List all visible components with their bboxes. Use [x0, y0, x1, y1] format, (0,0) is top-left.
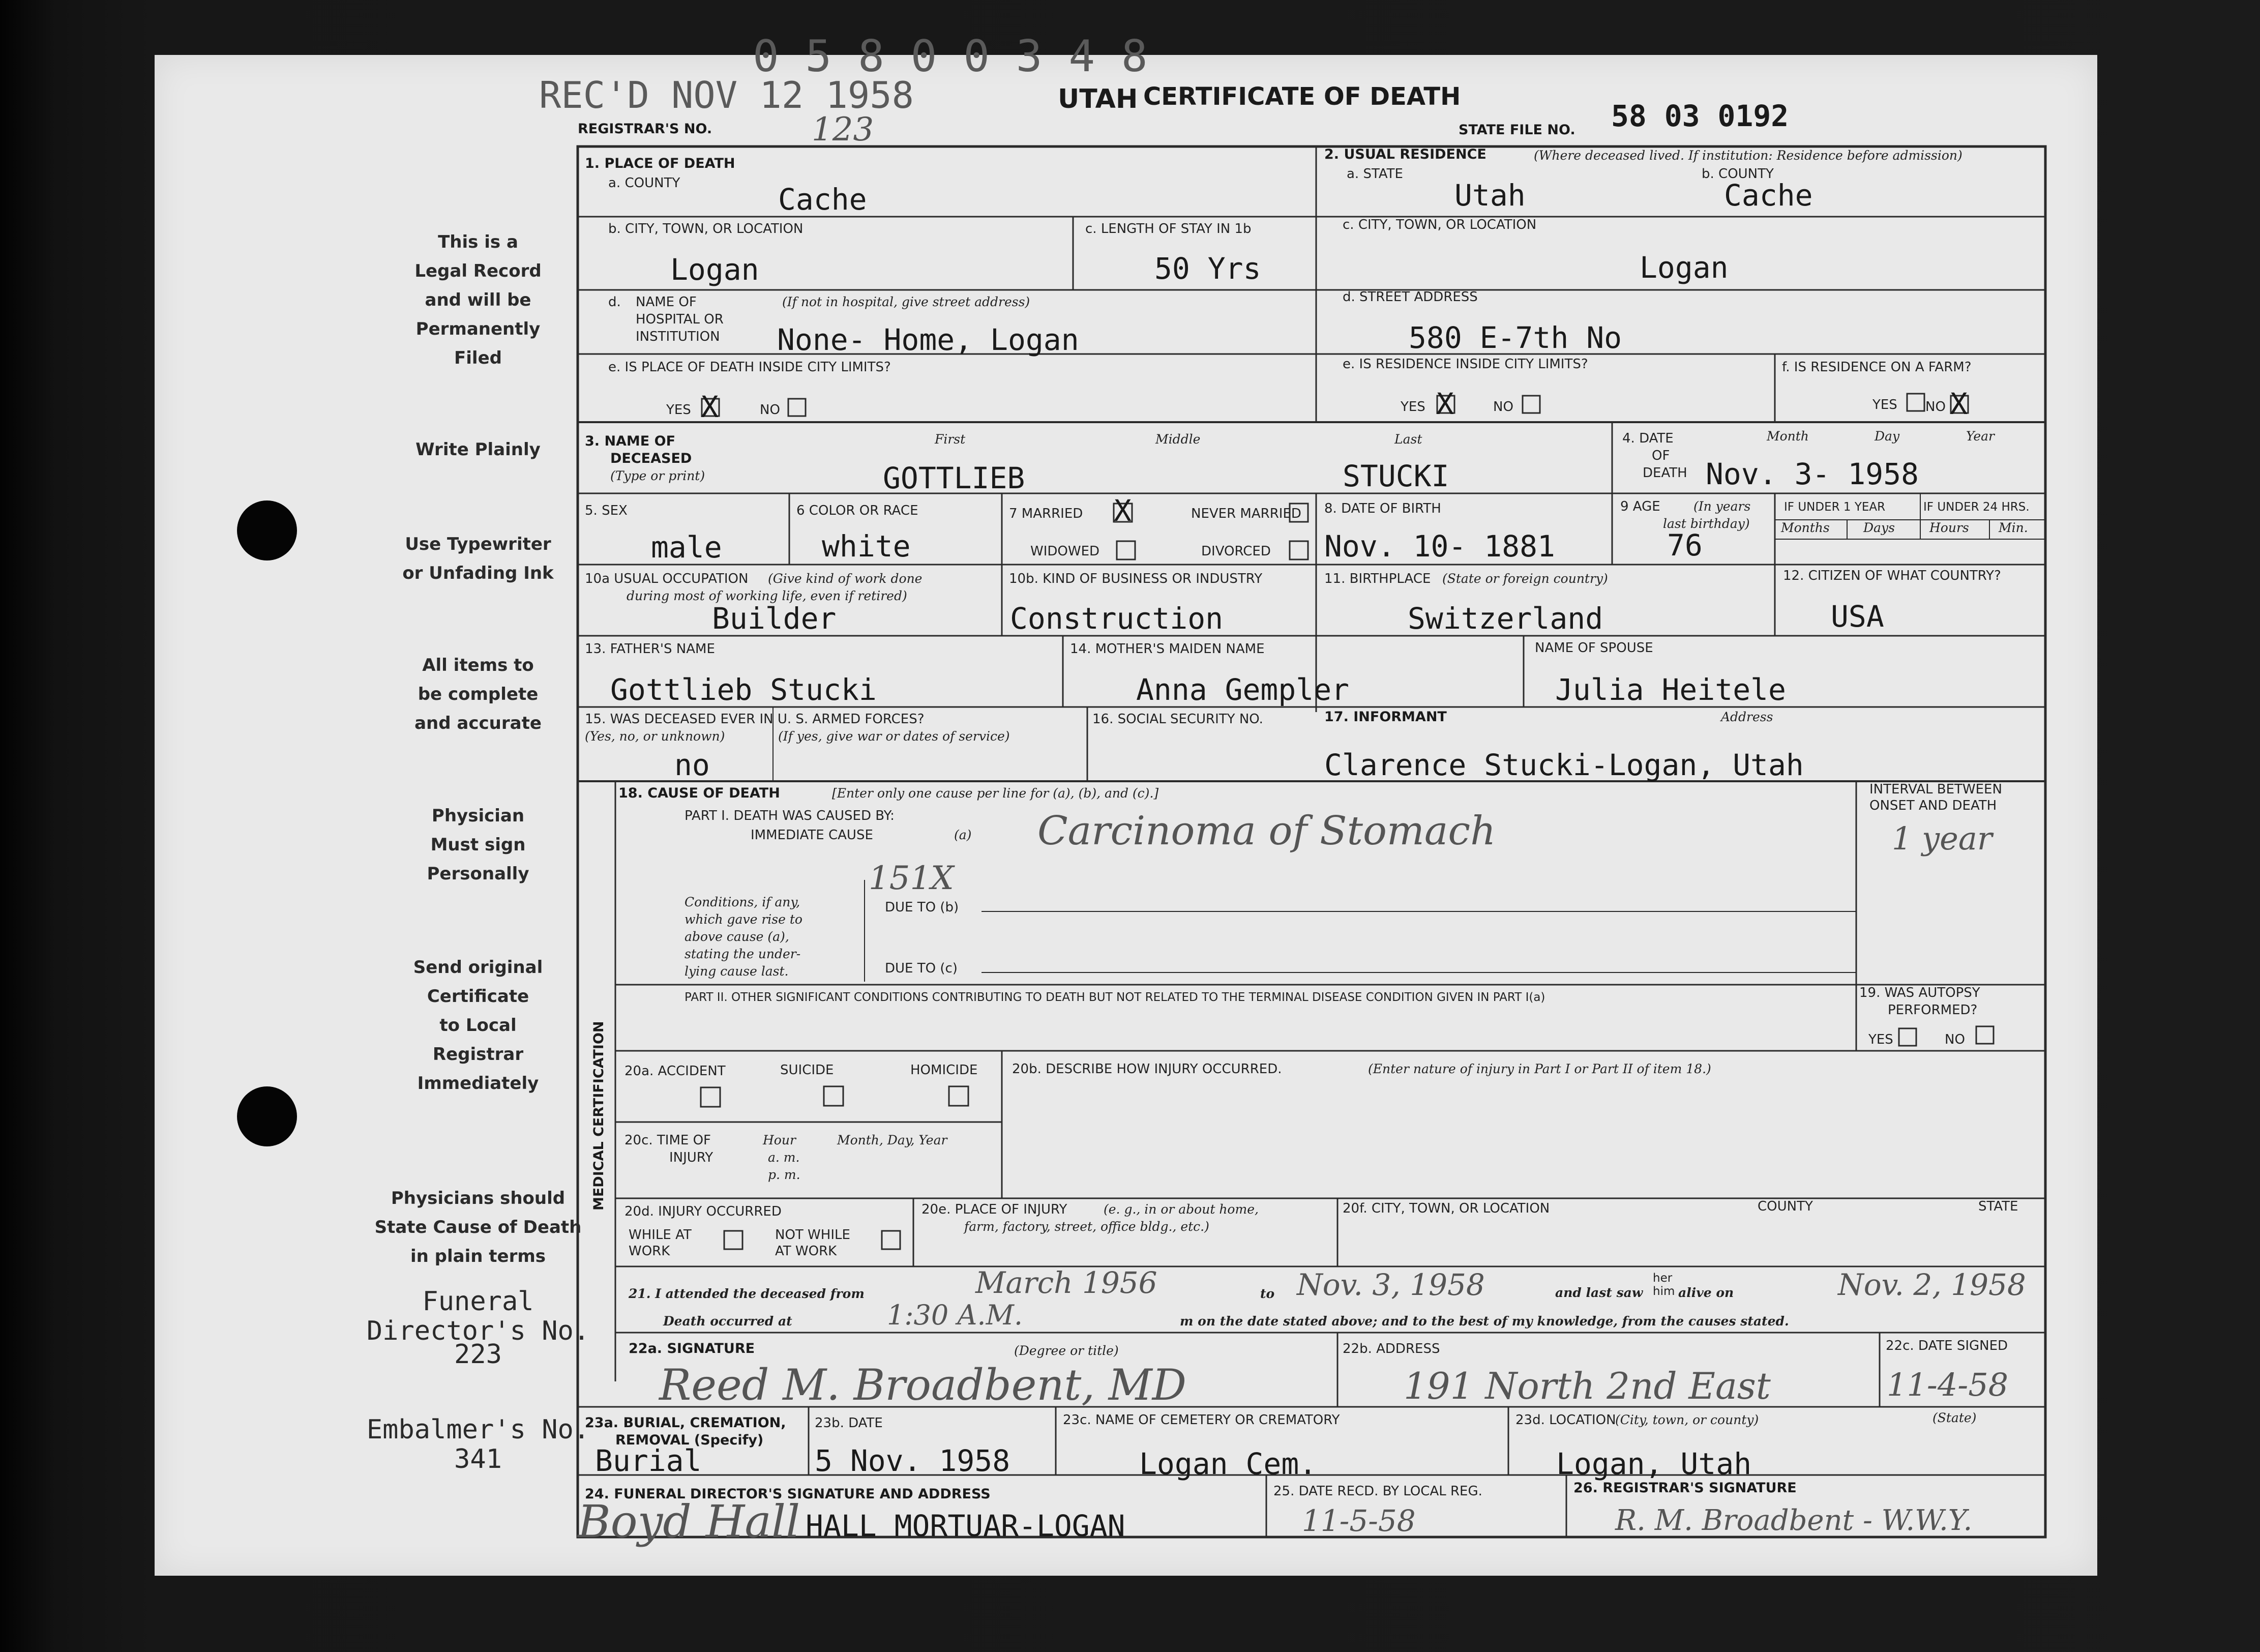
label-res-city: c. CITY, TOWN, OR LOCATION	[1343, 217, 1537, 232]
label-immediate: IMMEDIATE CAUSE	[751, 828, 873, 843]
label-at-work: AT WORK	[775, 1244, 837, 1259]
value-interval: 1 year	[1892, 820, 1993, 857]
label-hospital-note: (If not in hospital, give street address)	[782, 294, 1030, 309]
margin-physician: Physician Must sign Personally	[427, 806, 529, 884]
mark-married: X	[1114, 493, 1132, 528]
label-conditions-2: which gave rise to	[685, 912, 802, 927]
margin-embalmer-label: Embalmer's No.	[366, 1414, 590, 1445]
value-location: Logan, Utah	[1556, 1447, 1752, 1481]
label-age-note-2: last birthday)	[1663, 516, 1750, 531]
value-county: Cache	[778, 182, 867, 217]
label-sex: 5. SEX	[585, 503, 628, 518]
value-funeral-director: Boyd Hall	[578, 1495, 800, 1548]
value-hospital: None- Home, Logan	[777, 322, 1079, 357]
label-location-note: (City, town, or county)	[1615, 1412, 1759, 1427]
value-attended-to: Nov. 3, 1958	[1297, 1267, 1485, 1302]
label-birthplace-note: (State or foreign country)	[1442, 571, 1608, 586]
label-date-of-birth: 8. DATE OF BIRTH	[1324, 501, 1441, 516]
margin-complete: All items to be complete and accurate	[414, 655, 542, 733]
label-alive-on: alive on	[1678, 1285, 1734, 1300]
received-stamp: REC'D NOV 12 1958	[539, 74, 914, 116]
label-autopsy: 19. WAS AUTOPSY	[1859, 985, 1980, 1000]
mark-inside-city-yes: X	[701, 390, 719, 424]
checkbox-autopsy-no[interactable]	[1976, 1026, 1994, 1044]
label-hospital-3: INSTITUTION	[636, 329, 720, 344]
label-place-of-injury: 20e. PLACE OF INJURY	[921, 1202, 1067, 1217]
label-date-signed: 22c. DATE SIGNED	[1886, 1338, 2008, 1353]
label-res-county: b. COUNTY	[1702, 166, 1774, 182]
value-res-city: Logan	[1640, 250, 1729, 285]
value-street: 580 E-7th No	[1409, 320, 1622, 355]
checkbox-suicide[interactable]	[824, 1086, 843, 1106]
label-farm-no: NO	[1925, 399, 1946, 415]
label-color-race: 6 COLOR OR RACE	[796, 503, 918, 518]
label-inside-city-yes: YES	[666, 402, 691, 418]
margin-funeral-number: 223	[454, 1339, 502, 1370]
value-date-recd: 11-5-58	[1302, 1503, 1416, 1538]
checkbox-accident[interactable]	[701, 1087, 720, 1107]
label-hours: Hours	[1929, 520, 1969, 535]
label-ssn: 16. SOCIAL SECURITY NO.	[1092, 712, 1263, 727]
label-month-day-year: Month, Day, Year	[837, 1133, 947, 1147]
label-place-note: (e. g., in or about home,	[1104, 1202, 1259, 1217]
label-last: Last	[1394, 432, 1422, 447]
value-first-name: GOTTLIEB	[883, 461, 1025, 495]
label-conditions-3: above cause (a),	[685, 929, 789, 944]
label-conditions-4: stating the under-	[685, 947, 801, 961]
value-date-signed: 11-4-58	[1887, 1366, 2009, 1403]
margin-plain-terms: Physicians should State Cause of Death in plain terms	[374, 1188, 582, 1266]
label-funeral-signature: 24. FUNERAL DIRECTOR'S SIGNATURE AND ADDRESS	[585, 1486, 991, 1502]
checkbox-autopsy-yes[interactable]	[1899, 1028, 1916, 1046]
label-sig-address: 22b. ADDRESS	[1343, 1341, 1440, 1356]
label-date-of-death-3: DEATH	[1643, 465, 1687, 481]
label-him: him	[1653, 1285, 1675, 1298]
label-suicide: SUICIDE	[780, 1063, 834, 1078]
label-hospital-2: HOSPITAL OR	[636, 312, 724, 327]
label-business: 10b. KIND OF BUSINESS OR INDUSTRY	[1009, 571, 1263, 586]
title-prefix: UTAH	[1058, 84, 1138, 114]
label-place-of-death: 1. PLACE OF DEATH	[585, 156, 735, 171]
label-registrar-signature: 26. REGISTRAR'S SIGNATURE	[1573, 1480, 1797, 1496]
label-homicide: HOMICIDE	[910, 1063, 978, 1078]
label-citizen: 12. CITIZEN OF WHAT COUNTRY?	[1783, 568, 2001, 583]
label-county: a. COUNTY	[608, 175, 680, 191]
margin-send-original: Send original Certificate to Local Registrar Immediately	[413, 957, 543, 1094]
value-informant: Clarence Stucki-Logan, Utah	[1324, 748, 1804, 782]
label-accident: 20a. ACCIDENT	[625, 1064, 726, 1079]
label-res-inside-yes: YES	[1401, 399, 1425, 415]
label-hospital-d: d.	[608, 294, 621, 310]
label-state: a. STATE	[1347, 166, 1403, 182]
label-due-c: DUE TO (c)	[885, 961, 958, 976]
label-part2: PART II. OTHER SIGNIFICANT CONDITIONS CONTRIBUTING TO DEATH BUT NOT RELATED TO THE TERMINAL DISEASE CONDITION GIVEN IN PART I(a)	[685, 991, 1545, 1004]
label-spouse: NAME OF SPOUSE	[1535, 640, 1653, 656]
certificate-title: CERTIFICATE OF DEATH	[1143, 82, 1461, 111]
value-attended-from: March 1956	[975, 1265, 1157, 1300]
value-burial: Burial	[595, 1443, 702, 1478]
value-business: Construction	[1010, 601, 1224, 636]
label-time-of: 20c. TIME OF	[625, 1133, 711, 1148]
label-date-recd: 25. DATE RECD. BY LOCAL REG.	[1273, 1484, 1482, 1499]
label-autopsy-yes: YES	[1868, 1032, 1893, 1047]
label-state-paren: (State)	[1932, 1410, 1977, 1425]
label-am: a. m.	[768, 1150, 800, 1165]
label-occupation: 10a USUAL OCCUPATION	[585, 571, 749, 586]
label-attended: 21. I attended the deceased from	[629, 1286, 865, 1301]
label-father: 13. FATHER'S NAME	[585, 641, 715, 657]
checkbox-divorced[interactable]	[1290, 541, 1308, 559]
label-interval-2: ONSET AND DEATH	[1869, 798, 1997, 813]
label-medical-certification: MEDICAL CERTIFICATION	[591, 1021, 607, 1211]
value-birthplace: Switzerland	[1408, 601, 1603, 636]
mark-farm-no: X	[1950, 387, 1968, 421]
label-armed-forces-note: (Yes, no, or unknown)	[585, 729, 725, 744]
label-city-town: b. CITY, TOWN, OR LOCATION	[608, 221, 804, 237]
value-citizen: USA	[1831, 599, 1884, 634]
value-last-alive: Nov. 2, 1958	[1838, 1267, 2026, 1302]
label-degree: (Degree or title)	[1014, 1343, 1119, 1358]
label-armed-forces: 15. WAS DECEASED EVER IN U. S. ARMED FORCES?	[585, 712, 925, 727]
label-injury-desc: 20b. DESCRIBE HOW INJURY OCCURRED.	[1012, 1061, 1282, 1077]
label-middle: Middle	[1155, 432, 1201, 447]
checkbox-homicide[interactable]	[949, 1086, 968, 1106]
label-age-note: (In years	[1693, 499, 1751, 514]
label-not-while: NOT WHILE	[775, 1227, 850, 1243]
label-injury: INJURY	[669, 1150, 713, 1165]
label-conditions-1: Conditions, if any,	[685, 895, 800, 909]
margin-embalmer-number: 341	[454, 1444, 502, 1474]
label-age: 9 AGE	[1620, 499, 1660, 514]
label-date-of-death: 4. DATE	[1622, 431, 1674, 446]
value-last-name: STUCKI	[1343, 459, 1449, 493]
value-funeral-home: HALL MORTUAR-LOGAN	[806, 1509, 1125, 1543]
value-burial-date: 5 Nov. 1958	[815, 1443, 1010, 1478]
label-injury-city: 20f. CITY, TOWN, OR LOCATION	[1343, 1201, 1550, 1216]
label-under-24-hrs: IF UNDER 24 HRS.	[1923, 500, 2030, 514]
margin-typewriter: Use Typewriter or Unfading Ink	[402, 534, 554, 583]
value-city: Logan	[670, 252, 759, 287]
label-under-1-year: IF UNDER 1 YEAR	[1784, 500, 1886, 514]
checkbox-farm-yes[interactable]	[1907, 394, 1924, 411]
label-res-inside-city: e. IS RESIDENCE INSIDE CITY LIMITS?	[1343, 357, 1588, 372]
label-informant: 17. INFORMANT	[1324, 709, 1447, 725]
label-name-deceased-2: DECEASED	[610, 451, 692, 466]
state-file-number: 58 03 0192	[1611, 99, 1789, 133]
label-armed-forces-note-2: (If yes, give war or dates of service)	[778, 729, 1010, 744]
label-year: Year	[1966, 429, 1995, 444]
label-residence-note: (Where deceased lived. If institution: Residence before admission)	[1534, 148, 1962, 163]
label-occurred-at: Death occurred at	[663, 1314, 792, 1329]
label-street: d. STREET ADDRESS	[1343, 289, 1478, 305]
label-injury-occurred: 20d. INJURY OCCURRED	[625, 1204, 782, 1219]
value-immediate-cause: Carcinoma of Stomach	[1037, 808, 1496, 854]
label-occupation-note-2: during most of working life, even if retired)	[627, 588, 907, 603]
label-mother: 14. MOTHER'S MAIDEN NAME	[1070, 641, 1265, 657]
label-usual-residence: 2. USUAL RESIDENCE	[1324, 146, 1486, 162]
label-burial-1: 23a. BURIAL, CREMATION,	[585, 1415, 786, 1431]
label-hour: Hour	[763, 1133, 796, 1147]
label-signature: 22a. SIGNATURE	[629, 1341, 755, 1356]
value-registrar-signature: R. M. Broadbent - W.W.Y.	[1615, 1504, 1973, 1537]
label-to: to	[1260, 1286, 1275, 1301]
value-sig-address: 191 North 2nd East	[1404, 1365, 1771, 1407]
value-res-state: Utah	[1454, 178, 1526, 213]
label-name-deceased: 3. NAME OF	[585, 433, 676, 449]
label-pm: p. m.	[768, 1167, 800, 1182]
label-res-inside-no: NO	[1493, 399, 1513, 415]
label-min: Min.	[1999, 520, 2028, 535]
value-occupation: Builder	[712, 601, 837, 636]
label-work: WORK	[629, 1244, 670, 1259]
label-while-at: WHILE AT	[629, 1227, 692, 1243]
checkbox-not-while-at-work[interactable]	[882, 1231, 900, 1249]
registrar-number: 123	[812, 111, 874, 149]
value-length-of-stay: 50 Yrs	[1154, 251, 1261, 286]
value-signature: Reed M. Broadbent, MD	[659, 1360, 1186, 1410]
label-location: 23d. LOCATION	[1515, 1412, 1616, 1428]
checkbox-widowed[interactable]	[1117, 541, 1135, 559]
label-injury-note: (Enter nature of injury in Part I or Part II of item 18.)	[1368, 1061, 1711, 1076]
label-date-of-death-2: OF	[1652, 448, 1670, 463]
label-widowed: WIDOWED	[1030, 544, 1100, 559]
label-inside-city: e. IS PLACE OF DEATH INSIDE CITY LIMITS?	[608, 360, 891, 375]
label-m-on: m on the date stated above; and to the best of my knowledge, from the causes stated.	[1180, 1314, 1789, 1329]
value-cause-code: 151X	[869, 860, 954, 897]
label-months: Months	[1781, 520, 1830, 535]
value-date-of-birth: Nov. 10- 1881	[1324, 529, 1555, 564]
serial-number: 0 5 8 0 0 3 4 8	[753, 31, 1148, 82]
label-cemetery: 23c. NAME OF CEMETERY OR CREMATORY	[1063, 1412, 1340, 1428]
label-cause-note: [Enter only one cause per line for (a), (b), and (c).]	[832, 786, 1159, 801]
label-injury-county: COUNTY	[1758, 1199, 1813, 1214]
label-autopsy-no: NO	[1945, 1032, 1965, 1047]
label-farm-yes: YES	[1872, 397, 1897, 412]
label-never-married: NEVER MARRIED	[1191, 506, 1301, 521]
checkbox-inside-city-no[interactable]	[788, 399, 806, 416]
value-age: 76	[1667, 528, 1703, 563]
margin-write-plainly: Write Plainly	[415, 439, 541, 460]
checkbox-res-inside-no[interactable]	[1523, 396, 1540, 413]
label-days: Days	[1863, 520, 1895, 535]
label-first: First	[935, 432, 966, 447]
value-mother: Anna Gempler	[1136, 672, 1350, 707]
label-occupation-note: (Give kind of work done	[768, 571, 923, 586]
value-armed-forces: no	[674, 748, 710, 782]
label-a: (a)	[954, 828, 972, 842]
margin-funeral-label: Funeral Director's No.	[366, 1286, 590, 1346]
value-res-county: Cache	[1724, 178, 1813, 213]
label-divorced: DIVORCED	[1201, 544, 1271, 559]
label-day: Day	[1875, 429, 1900, 444]
value-father: Gottlieb Stucki	[610, 672, 877, 707]
label-length-of-stay: c. LENGTH OF STAY IN 1b	[1085, 221, 1252, 237]
value-sex: male	[651, 530, 722, 565]
label-inside-city-no: NO	[760, 402, 780, 418]
label-her: her	[1653, 1272, 1673, 1285]
label-interval: INTERVAL BETWEEN	[1869, 782, 2002, 797]
label-burial-2: REMOVAL (Specify)	[615, 1432, 764, 1448]
label-cause: 18. CAUSE OF DEATH	[618, 785, 780, 801]
label-type-or-print: (Type or print)	[610, 468, 705, 483]
label-place-note-2: farm, factory, street, office bldg., etc.)	[964, 1219, 1209, 1234]
label-married: 7 MARRIED	[1009, 506, 1083, 521]
label-due-b: DUE TO (b)	[885, 900, 959, 915]
checkbox-while-at-work[interactable]	[724, 1231, 742, 1249]
label-autopsy-2: PERFORMED?	[1888, 1002, 1978, 1018]
label-part1: PART I. DEATH WAS CAUSED BY:	[685, 808, 895, 823]
state-file-label: STATE FILE NO.	[1459, 122, 1575, 138]
value-race: white	[822, 529, 911, 564]
registrar-number-label: REGISTRAR'S NO.	[578, 121, 712, 137]
value-spouse: Julia Heitele	[1555, 672, 1786, 707]
label-hospital-1: NAME OF	[636, 294, 697, 310]
label-birthplace: 11. BIRTHPLACE	[1324, 571, 1431, 586]
margin-legal-record: This is a Legal Record and will be Permanently Filed	[414, 232, 542, 368]
mark-res-inside-yes: X	[1436, 387, 1454, 421]
label-last-saw: and last saw	[1555, 1285, 1643, 1300]
label-conditions-5: lying cause last.	[685, 964, 789, 979]
value-date-of-death: Nov. 3- 1958	[1706, 457, 1919, 491]
value-occurred-at: 1:30 A.M.	[887, 1299, 1023, 1331]
label-burial-date: 23b. DATE	[815, 1415, 883, 1431]
label-month: Month	[1767, 429, 1809, 444]
label-address: Address	[1721, 710, 1773, 724]
label-injury-state: STATE	[1978, 1199, 2018, 1214]
value-cemetery: Logan Cem.	[1139, 1447, 1317, 1481]
label-farm: f. IS RESIDENCE ON A FARM?	[1782, 360, 1972, 375]
